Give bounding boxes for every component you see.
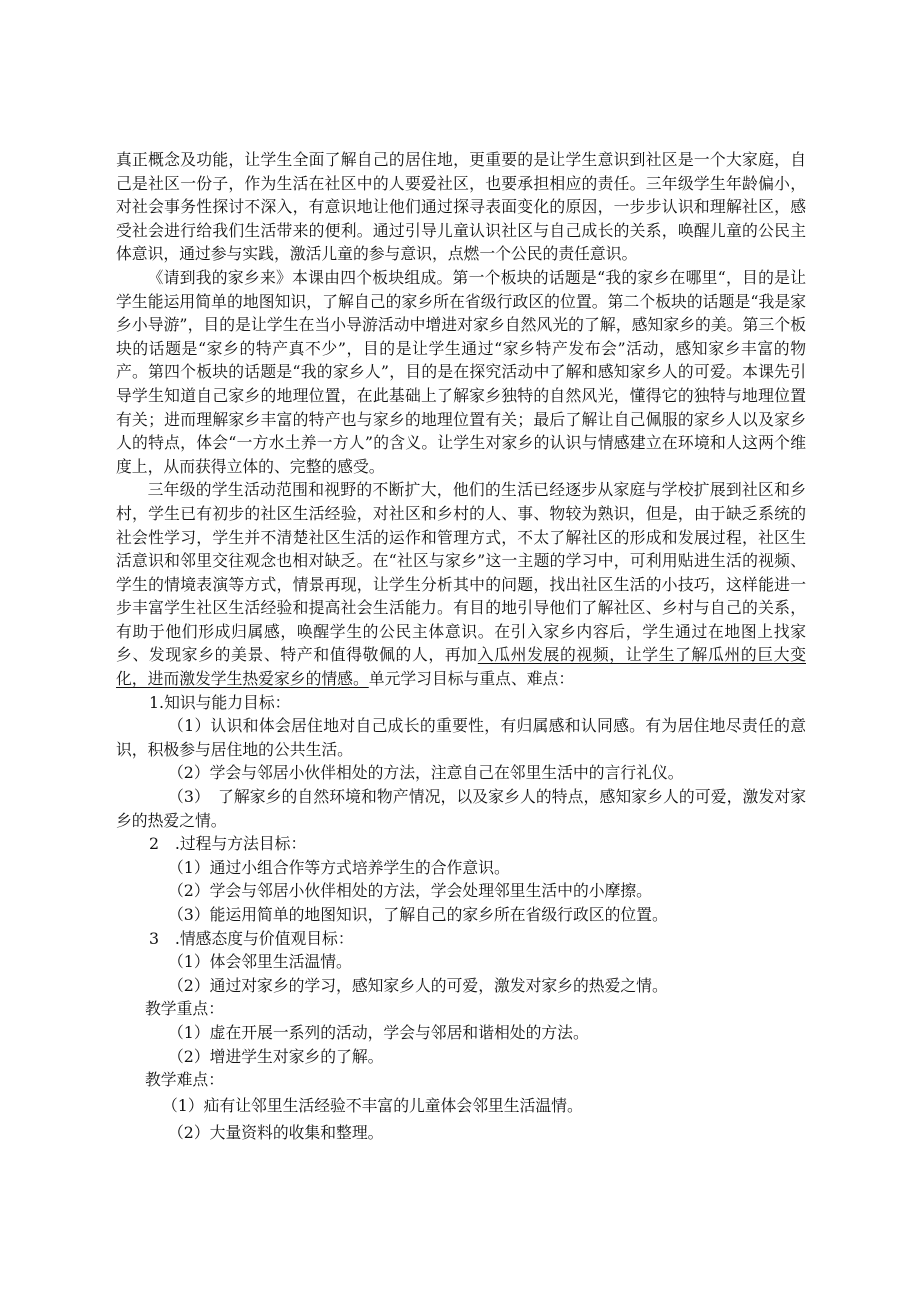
students-paragraph-underlined: 入瓜州发展的视频，让学生了解瓜州的巨大变化，进而激发学生热爱家乡的情感。 <box>116 645 806 689</box>
goal1-item-1: （1）认识和体会居住地对自己成长的重要性，有归属感和认同感。有为居住地尽责任的意识，积极参与居住地的公共生活。 <box>116 716 806 759</box>
goal2-item-1: （1）通过小组合作等方式培养学生的合作意识。 <box>168 857 510 877</box>
goal3-item-1: （1）体会邻里生活温情。 <box>168 952 352 972</box>
goal2-heading: 2 .过程与方法目标： <box>149 834 307 854</box>
key-points-item-2: （2）增进学生对家乡的了解。 <box>168 1046 384 1066</box>
goal2-item-2: （2）学会与邻居小伙伴相处的方法，学会处理邻里生活中的小摩擦。 <box>168 881 652 901</box>
difficulties-heading: 教学难点： <box>145 1070 224 1090</box>
goal1-heading: 1.知识与能力目标： <box>149 692 291 712</box>
students-paragraph <box>116 478 806 690</box>
goal2-item-3: （3）能运用简单的地图知识，了解自己的家乡所在省级行政区的位置。 <box>168 905 668 924</box>
lesson-paragraph: 《请到我的家乡来》本课由四个板块组成。第一个板块的话题是“我的家乡在哪里“，目的是让学生能运用简单的地图知识，了解自己的家乡所在省级行政区的位置。第二个板块的话题是“我是家乡小导游”，目的是让学生在当小导游活动中增进对家乡自然风光的了解，感知家乡的美。第三个板块的话题是“家乡的特产真不少”，目的是让学生通过“家乡特产发布会”活动，感知家乡丰富的物产。第四个板块的话题是“我的家乡人”，目的是在探究活动中了解和感知家乡人的可爱。本课先引导学生知道自己家乡的地理位置，在此基础上了解家乡独特的自然风光，懂得它的独特与地理位置有关；进而理解家乡丰富的特产也与家乡的地理位置有关；最后了解让自己佩服的家乡人以及家乡人的特点，体会“一方水土养一方人”的含义。让学生对家乡的认识与情感建立在环境和人这两个维度上，从而获得立体的、完整的感受。 <box>116 267 806 476</box>
students-paragraph-main: 三年级的学生活动范围和视野的不断扩大，他们的生活已经逐步从家庭与学校扩展到社区和乡村，学生已有初步的社区生活经验，对社区和乡村的人、事、物较为熟识，但是，由于缺乏系统的社会性学习，学生并不清楚社区生活的运作和管理方式，不太了解社区的形成和发展过程，社区生活意识和邻里交往观念也相对缺乏。在“社区与家乡”这一主题的学习中，可利用贴进生活的视频、学生的情境表演等方式，情景再现，让学生分析其中的问题，找出社区生活的小技巧，这样能进一步丰富学生社区生活经验和提高社会生活能力。有目的地引导他们了解社区、乡村与自己的关系，有助于他们形成归属感，唤醒学生的公民主体意识。在引入家乡内容后，学生通过在地图上找家乡、发现家乡的美景、特产和值得敬佩的人，再加 <box>116 480 806 665</box>
students-paragraph-tail: 单元学习目标与重点、难点： <box>368 669 575 689</box>
goal3-heading: 3 .情感态度与价值观目标： <box>149 928 354 948</box>
difficulties-item-1: （1）疝有让邻里生活经验不丰富的儿童体会邻里生活温情。 <box>162 1095 583 1115</box>
goal1-item-2: （2）学会与邻居小伙伴相处的方法，注意自己在邻里生活中的言行礼仪。 <box>168 763 684 783</box>
difficulties-item-2: （2）大量资料的收集和整理。 <box>168 1123 384 1143</box>
goal1-item-3: （3） 了解家乡的自然环境和物产情况，以及家乡人的特点，感知家乡人的可爱，激发对家乡的热爱之情。 <box>116 787 806 830</box>
intro-paragraph: 真正概念及功能，让学生全面了解自己的居住地，更重要的是让学生意识到社区是一个大家庭，自己是社区一份子，作为生活在社区中的人要爱社区，也要承担相应的责任。三年级学生年龄偏小，对社会事务性探讨不深入，有意识地让他们通过探寻表面变化的原因，一步步认识和理解社区，感受社会进行给我们生活带来的便利。通过引导儿童认识社区与自己成长的关系，唤醒儿童的公民主体意识，通过参与实践，激活儿童的参与意识，点燃一个公民的责任意识。 <box>116 150 806 264</box>
key-points-item-1: （1）虚在开展一系列的活动，学会与邻居和谐相处的方法。 <box>168 1022 589 1042</box>
goal3-item-2: （2）通过对家乡的学习，感知家乡人的可爱，激发对家乡的热爱之情。 <box>168 975 668 995</box>
key-points-heading: 教学重点： <box>145 999 224 1019</box>
document-body <box>116 148 806 1145</box>
